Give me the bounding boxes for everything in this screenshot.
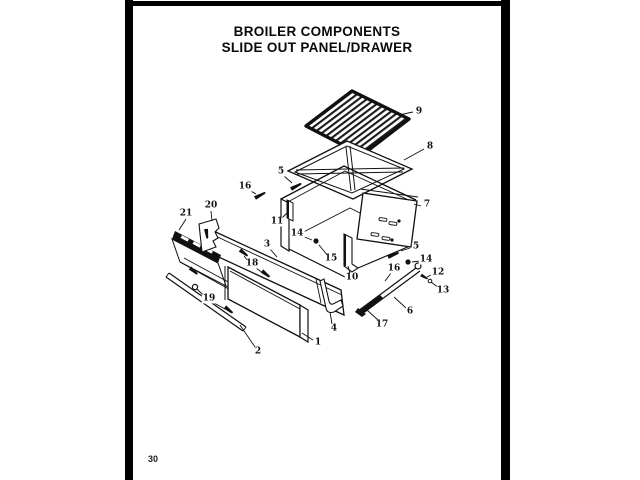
part-callout-13: 13: [436, 285, 450, 296]
part-callout-5: 5: [277, 166, 285, 177]
part-callout-17: 17: [375, 319, 389, 330]
part-callout-5: 5: [412, 241, 420, 252]
screw-head-14a: [313, 238, 318, 243]
part-callout-19: 19: [202, 293, 216, 304]
part-callout-8: 8: [426, 141, 434, 152]
page-number: 30: [148, 454, 159, 464]
part-callout-14: 14: [419, 254, 433, 265]
part-callout-21: 21: [179, 208, 193, 219]
part-callout-7: 7: [423, 199, 431, 210]
part-callout-2: 2: [254, 346, 262, 357]
part-callout-15: 15: [324, 253, 338, 264]
part-callout-18: 18: [245, 258, 259, 269]
part-callout-16: 16: [387, 263, 401, 274]
mounting-plate-part-20: [199, 219, 219, 252]
part-callout-4: 4: [330, 323, 338, 334]
x-frame-rack-part-8: [288, 141, 412, 199]
part-callout-10: 10: [345, 272, 359, 283]
page-title-line1: BROILER COMPONENTS: [233, 24, 401, 39]
part-callout-3: 3: [263, 239, 271, 250]
screw-5b: [387, 251, 400, 259]
part-callout-9: 9: [415, 106, 423, 117]
screw-16a: [254, 191, 266, 200]
page-title-line2: SLIDE OUT PANEL/DRAWER: [221, 39, 413, 55]
part-callout-16: 16: [238, 181, 252, 192]
channel-pin-part-11: [287, 200, 293, 221]
screw-head-14b: [405, 259, 410, 264]
part-callout-11: 11: [270, 216, 284, 227]
part-callout-20: 20: [204, 200, 218, 211]
eyelet-19a: [192, 284, 197, 289]
screw-19b: [224, 305, 234, 314]
part-callout-14: 14: [290, 228, 304, 239]
part-callout-12: 12: [431, 267, 445, 278]
part-callout-1: 1: [314, 337, 322, 348]
corner-channel-part-10: [344, 234, 358, 272]
part-callout-6: 6: [406, 306, 414, 317]
